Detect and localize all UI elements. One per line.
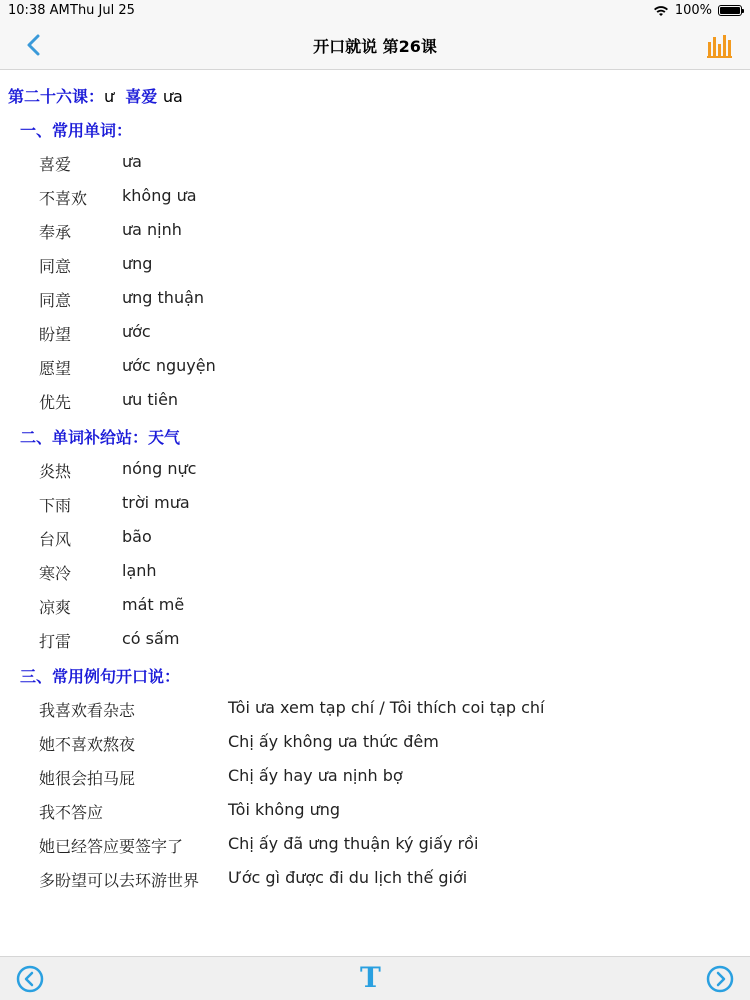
vietnamese-text: ước bbox=[122, 322, 151, 341]
status-date: Thu Jul 25 bbox=[70, 3, 135, 18]
vietnamese-text: không ưa bbox=[122, 186, 197, 205]
vietnamese-text: ưu tiên bbox=[122, 390, 179, 409]
circle-chevron-right-icon[interactable] bbox=[706, 965, 734, 993]
navigation-bar bbox=[0, 22, 750, 70]
vietnamese-text: ước nguyện bbox=[122, 356, 216, 375]
chinese-text: 台风 bbox=[39, 530, 72, 549]
vietnamese-text: trời mưa bbox=[122, 493, 190, 512]
vietnamese-text: bão bbox=[122, 527, 152, 546]
vietnamese-text: mát mẽ bbox=[122, 595, 185, 614]
chinese-text: 盼望 bbox=[39, 325, 72, 344]
vietnamese-text: Tôi ưa xem tạp chí / Tôi thích coi tạp chí bbox=[228, 698, 545, 717]
battery-icon bbox=[718, 5, 742, 16]
chinese-text: 优先 bbox=[39, 393, 72, 412]
chinese-text: 寒冷 bbox=[39, 564, 72, 583]
bar-chart-icon[interactable] bbox=[706, 32, 732, 58]
wifi-icon bbox=[653, 5, 669, 17]
chinese-text: 奉承 bbox=[39, 223, 72, 242]
lesson-title-letter: ư bbox=[104, 87, 115, 106]
chinese-text: 凉爽 bbox=[39, 598, 72, 617]
chinese-text: 同意 bbox=[39, 257, 72, 276]
vietnamese-text: ưa bbox=[122, 152, 142, 171]
chinese-text: 多盼望可以去环游世界 bbox=[39, 871, 200, 890]
vietnamese-text: Chị ấy hay ưa nịnh bợ bbox=[228, 766, 403, 785]
lesson-title bbox=[8, 84, 183, 107]
chinese-text: 她已经答应要签字了 bbox=[39, 837, 184, 856]
circle-chevron-left-icon[interactable] bbox=[16, 965, 44, 993]
chinese-text: 我喜欢看杂志 bbox=[39, 701, 136, 720]
vietnamese-text: ưa nịnh bbox=[122, 220, 182, 239]
status-time: 10:38 AM bbox=[8, 3, 70, 18]
chinese-text: 下雨 bbox=[39, 496, 72, 515]
lesson-content bbox=[0, 70, 750, 956]
chinese-text: 她不喜欢熬夜 bbox=[39, 735, 136, 754]
vietnamese-text: ưng bbox=[122, 254, 153, 273]
battery-percent: 100% bbox=[674, 3, 712, 18]
status-bar bbox=[0, 0, 750, 22]
chinese-text: 炎热 bbox=[39, 462, 72, 481]
vietnamese-text: lạnh bbox=[122, 561, 157, 580]
vietnamese-text: Chị ấy không ưa thức đêm bbox=[228, 732, 439, 751]
chinese-text: 不喜欢 bbox=[39, 189, 88, 208]
lesson-title-label: 第二十六课： bbox=[8, 87, 105, 106]
chinese-text: 她很会拍马屁 bbox=[39, 769, 136, 788]
section-heading-weather: 二、单词补给站：天气 bbox=[20, 428, 181, 447]
vietnamese-text: nóng nực bbox=[122, 459, 197, 478]
chinese-text: 我不答应 bbox=[39, 803, 104, 822]
vietnamese-text: Ước gì được đi du lịch thế giới bbox=[228, 868, 468, 887]
chinese-text: 同意 bbox=[39, 291, 72, 310]
page-title: 开口就说 第26课 bbox=[313, 37, 437, 56]
bottom-toolbar bbox=[0, 956, 750, 1000]
vietnamese-text: ưng thuận bbox=[122, 288, 205, 307]
font-size-button[interactable]: T bbox=[360, 961, 381, 994]
chinese-text: 打雷 bbox=[39, 632, 72, 651]
lesson-title-viet: ưa bbox=[162, 87, 183, 106]
vietnamese-text: Tôi không ưng bbox=[228, 800, 341, 819]
vietnamese-text: có sấm bbox=[122, 629, 180, 648]
lesson-title-keyword: 喜爱 bbox=[125, 87, 158, 106]
chinese-text: 愿望 bbox=[39, 359, 72, 378]
section-heading-sentences: 三、常用例句开口说： bbox=[20, 667, 181, 686]
chinese-text: 喜爱 bbox=[39, 155, 72, 174]
section-heading-vocab: 一、常用单词： bbox=[20, 121, 133, 140]
status-right bbox=[653, 3, 742, 18]
vietnamese-text: Chị ấy đã ưng thuận ký giấy rồi bbox=[228, 834, 479, 853]
